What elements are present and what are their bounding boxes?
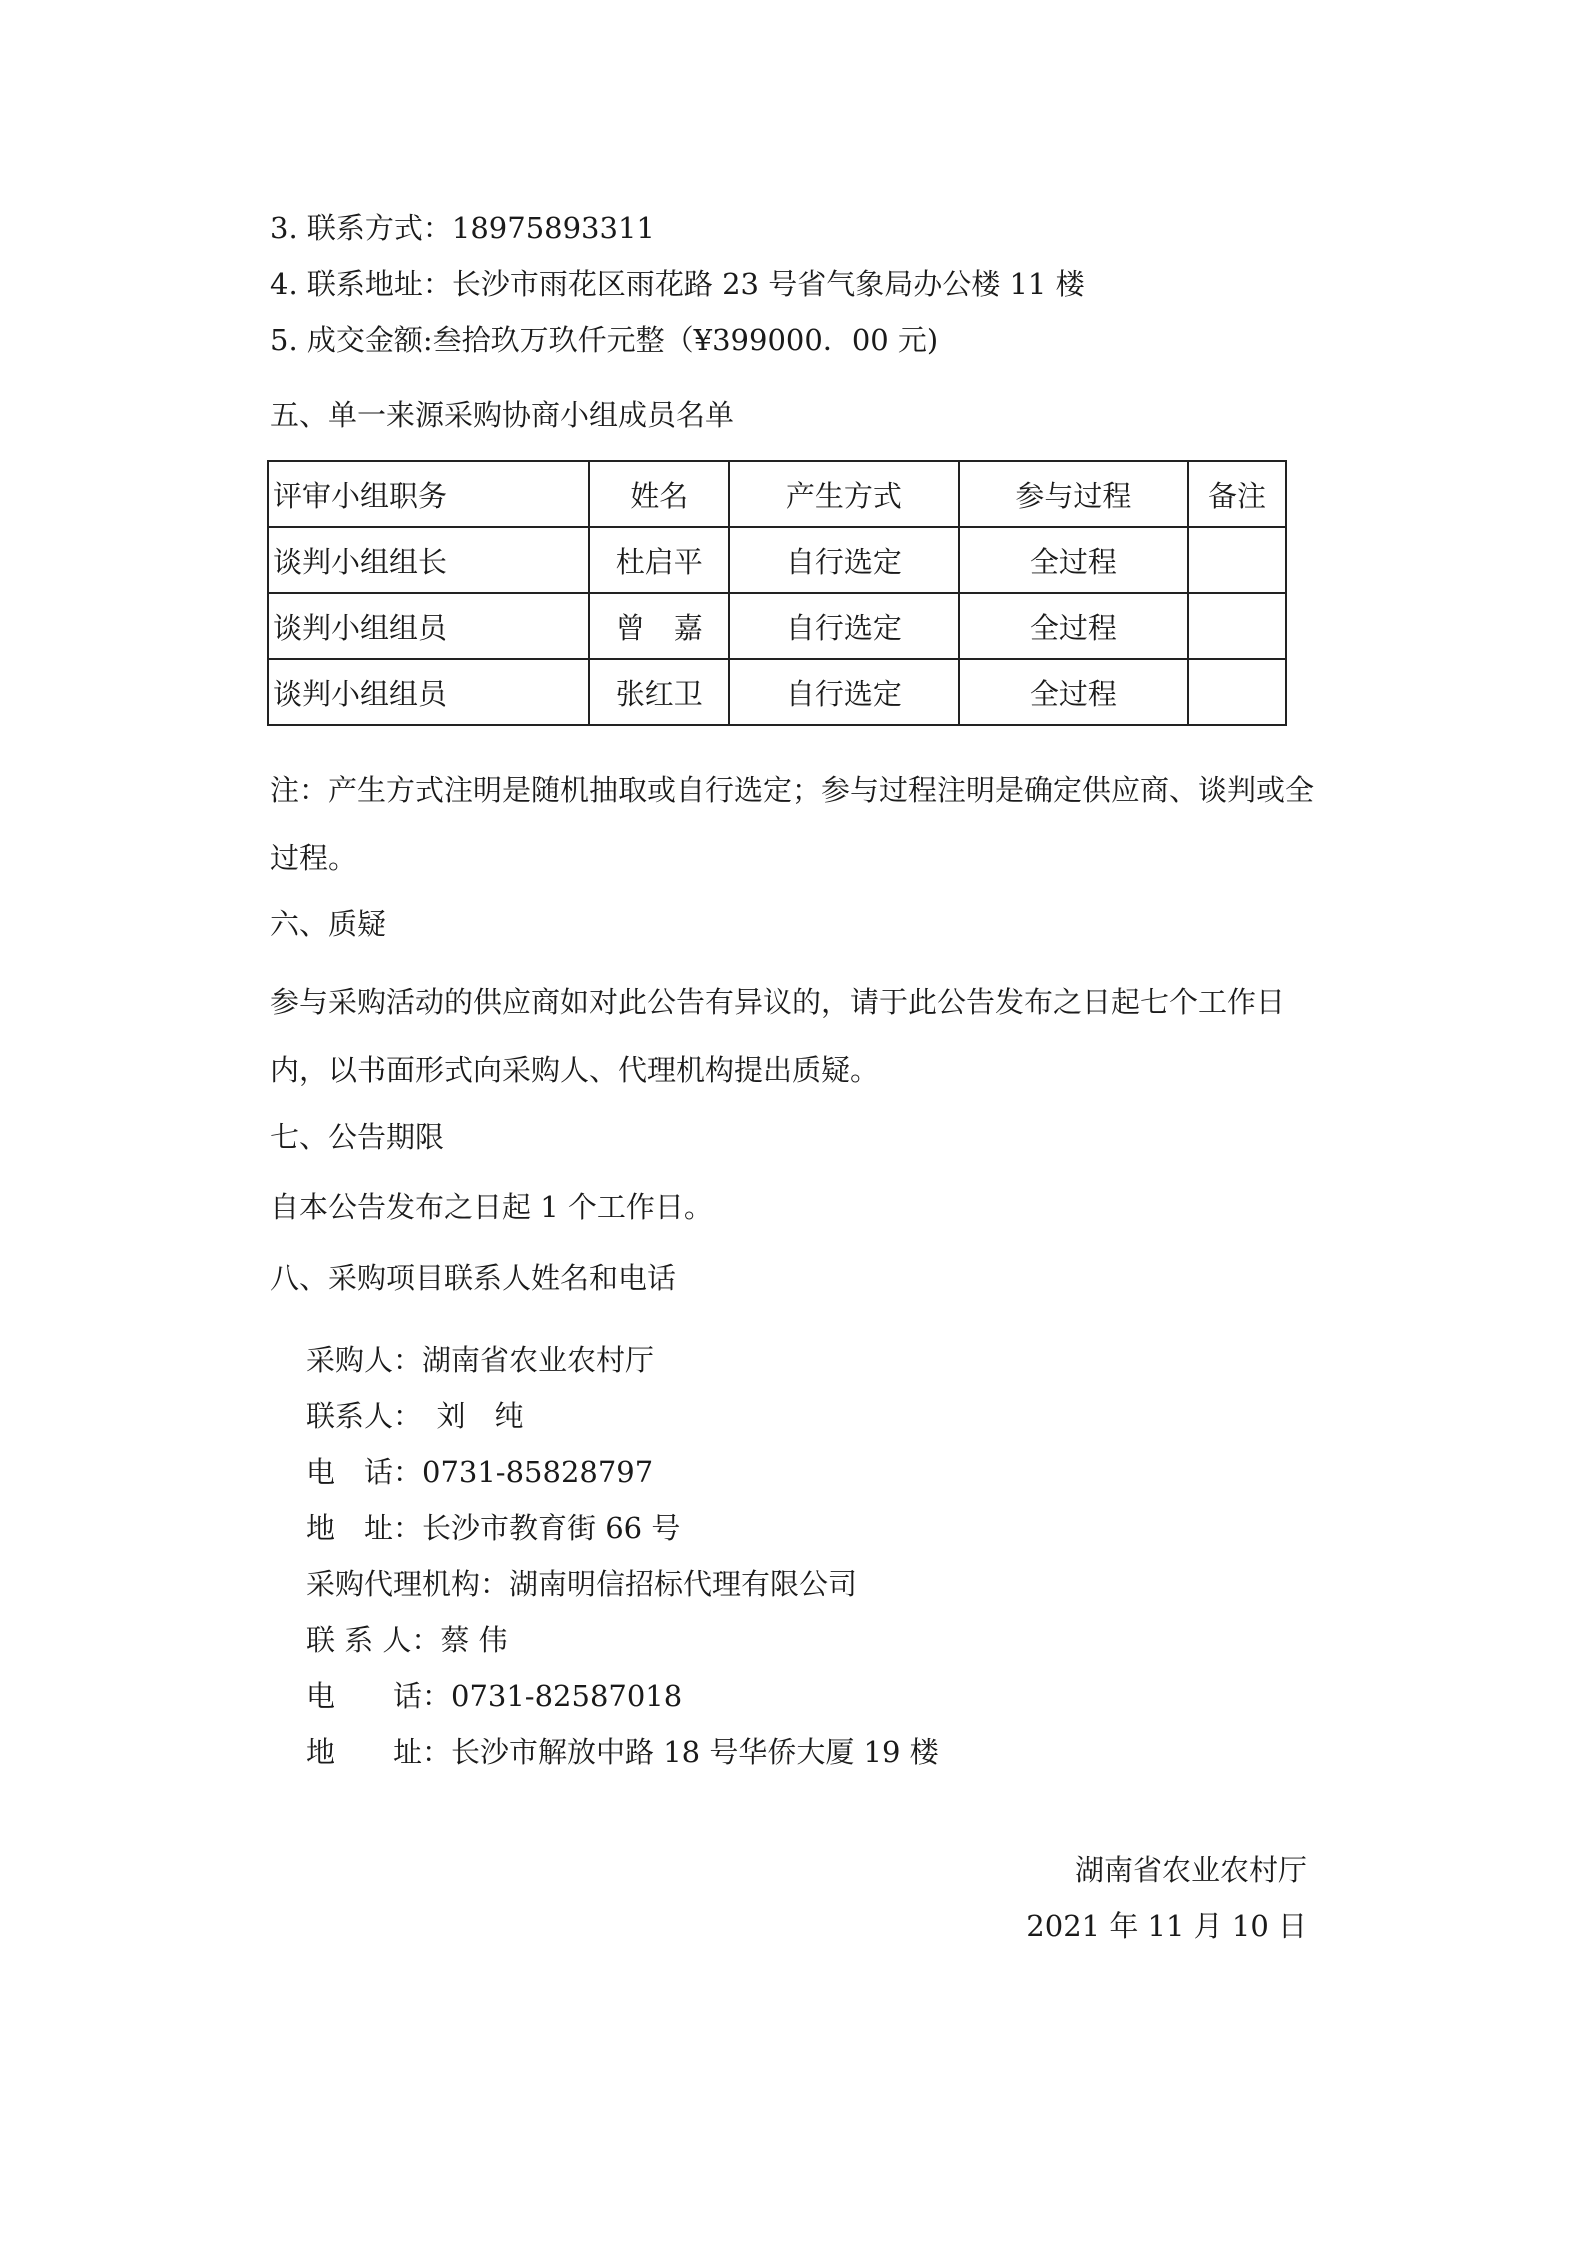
table-cell: 谈判小组组长 (268, 527, 589, 593)
members-table (267, 460, 1287, 726)
table-row (268, 659, 1286, 725)
table-cell: 自行选定 (729, 527, 959, 593)
agency-line: 采购代理机构：湖南明信招标代理有限公司 (306, 1567, 858, 1601)
signature-org: 湖南省农业农村厅 (1074, 1853, 1307, 1887)
agency-contact-line: 联 系 人：蔡 伟 (306, 1623, 508, 1657)
section8-title: 八、采购项目联系人姓名和电话 (270, 1261, 677, 1295)
agency-address-line: 地 址：长沙市解放中路 18 号华侨大厦 19 楼 (306, 1735, 939, 1769)
contact-address-line: 4. 联系地址：长沙市雨花区雨花路 23 号省气象局办公楼 11 楼 (270, 267, 1085, 301)
contact-phone-line: 3. 联系方式：18975893311 (270, 211, 655, 245)
deal-amount-line: 5. 成交金额:叁拾玖万玖仟元整（¥399000．00 元) (270, 323, 939, 357)
table-cell: 自行选定 (729, 593, 959, 659)
table-cell (1188, 593, 1286, 659)
purchaser-address-line: 地 址：长沙市教育街 66 号 (306, 1511, 681, 1545)
table-header-row (268, 461, 1286, 527)
signature-date: 2021 年 11 月 10 日 (1026, 1909, 1307, 1943)
table-cell: 谈判小组组员 (268, 659, 589, 725)
table-row (268, 593, 1286, 659)
purchaser-phone-line: 电 话：0731-85828797 (306, 1455, 654, 1489)
table-cell: 自行选定 (729, 659, 959, 725)
table-cell (1188, 527, 1286, 593)
section6-title: 六、质疑 (270, 907, 387, 941)
table-cell: 全过程 (959, 593, 1189, 659)
table-cell: 全过程 (959, 659, 1189, 725)
table-cell: 杜启平 (589, 527, 729, 593)
section5-note: 注：产生方式注明是随机抽取或自行选定；参与过程注明是确定供应商、谈判或全过程。 (270, 773, 1315, 875)
table-cell: 曾 嘉 (589, 593, 729, 659)
table-row (268, 527, 1286, 593)
header-cell: 姓名 (589, 461, 729, 527)
table-cell: 全过程 (959, 527, 1189, 593)
table-cell (1188, 659, 1286, 725)
section6-body: 参与采购活动的供应商如对此公告有异议的，请于此公告发布之日起七个工作日内，以书面形式向采购人、代理机构提出质疑。 (270, 985, 1286, 1087)
agency-phone-line: 电 话：0731-82587018 (306, 1679, 683, 1713)
section5-title: 五、单一来源采购协商小组成员名单 (270, 398, 735, 432)
table-cell: 张红卫 (589, 659, 729, 725)
section7-body: 自本公告发布之日起 1 个工作日。 (270, 1190, 713, 1224)
purchaser-line: 采购人：湖南省农业农村厅 (306, 1343, 655, 1377)
purchaser-contact-line: 联系人： 刘 纯 (306, 1399, 524, 1433)
header-cell: 参与过程 (959, 461, 1189, 527)
header-cell: 评审小组职务 (268, 461, 589, 527)
section7-title: 七、公告期限 (270, 1120, 445, 1154)
table-cell: 谈判小组组员 (268, 593, 589, 659)
header-cell: 产生方式 (729, 461, 959, 527)
header-cell: 备注 (1188, 461, 1286, 527)
